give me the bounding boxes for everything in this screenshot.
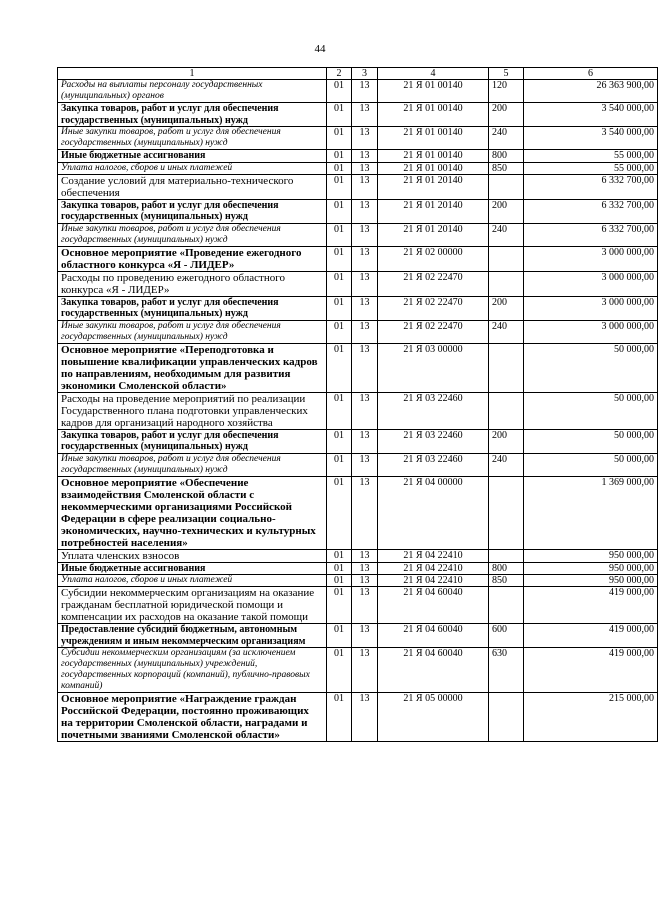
- row-target-article-cell: 21 Я 04 60040: [378, 587, 489, 624]
- table-row: [58, 453, 658, 476]
- row-target-article-cell: 21 Я 02 22470: [378, 296, 489, 320]
- row-expense-type-cell: [489, 246, 524, 271]
- budget-table: [57, 67, 658, 742]
- row-amount-cell: 50 000,00: [524, 392, 658, 429]
- row-target-article-cell: 21 Я 01 20140: [378, 199, 489, 223]
- row-name-cell: Расходы на выплаты персоналу государственных (муниципальных) органов: [58, 80, 327, 103]
- row-target-article-cell: 21 Я 02 22470: [378, 320, 489, 343]
- row-target-article-cell: 21 Я 01 00140: [378, 80, 489, 103]
- table-row: [58, 549, 658, 562]
- row-amount-cell: 6 332 700,00: [524, 223, 658, 246]
- row-amount-cell: 419 000,00: [524, 587, 658, 624]
- row-name-cell: Основное мероприятие «Обеспечение взаимодействия Смоленской области с некоммерческими организациями Российской Федерации в сфере реализации социально-экономических, научно-технических и культурных потребностей населения»: [58, 476, 327, 549]
- row-subsection-cell: 13: [352, 174, 378, 199]
- table-row: [58, 648, 658, 693]
- row-expense-type-cell: [489, 476, 524, 549]
- row-amount-cell: 950 000,00: [524, 575, 658, 587]
- row-subsection-cell: 13: [352, 453, 378, 476]
- row-name-cell: Закупка товаров, работ и услуг для обеспечения государственных (муниципальных) нужд: [58, 429, 327, 453]
- row-expense-type-cell: [489, 549, 524, 562]
- row-name-cell: Создание условий для материально-технического обеспечения: [58, 174, 327, 199]
- table-row: [58, 150, 658, 163]
- row-name-cell: Иные закупки товаров, работ и услуг для обеспечения государственных (муниципальных) нужд: [58, 127, 327, 150]
- row-section-cell: 01: [327, 162, 352, 174]
- row-expense-type-cell: 200: [489, 199, 524, 223]
- row-expense-type-cell: 200: [489, 103, 524, 127]
- row-target-article-cell: 21 Я 02 22470: [378, 271, 489, 296]
- row-section-cell: 01: [327, 174, 352, 199]
- row-name-cell: Предоставление субсидий бюджетным, автономным учреждениям и иным некоммерческим организациям: [58, 624, 327, 648]
- row-subsection-cell: 13: [352, 162, 378, 174]
- row-amount-cell: 419 000,00: [524, 624, 658, 648]
- row-name-cell: Закупка товаров, работ и услуг для обеспечения государственных (муниципальных) нужд: [58, 199, 327, 223]
- row-expense-type-cell: [489, 271, 524, 296]
- row-subsection-cell: 13: [352, 246, 378, 271]
- row-subsection-cell: 13: [352, 150, 378, 163]
- row-name-cell: Закупка товаров, работ и услуг для обеспечения государственных (муниципальных) нужд: [58, 103, 327, 127]
- row-amount-cell: 3 540 000,00: [524, 103, 658, 127]
- row-expense-type-cell: 850: [489, 162, 524, 174]
- row-amount-cell: 950 000,00: [524, 549, 658, 562]
- row-name-cell: Иные закупки товаров, работ и услуг для обеспечения государственных (муниципальных) нужд: [58, 453, 327, 476]
- row-target-article-cell: 21 Я 01 20140: [378, 223, 489, 246]
- row-expense-type-cell: 800: [489, 562, 524, 575]
- row-name-cell: Субсидии некоммерческим организациям (за исключением государственных (муниципальных) учреждений, государственных корпораций (компаний), публично-правовых компаний): [58, 648, 327, 693]
- row-subsection-cell: 13: [352, 648, 378, 693]
- row-expense-type-cell: [489, 693, 524, 742]
- header-col-6: 6: [524, 68, 658, 80]
- row-expense-type-cell: 600: [489, 624, 524, 648]
- row-expense-type-cell: [489, 392, 524, 429]
- header-col-3: 3: [352, 68, 378, 80]
- row-amount-cell: 6 332 700,00: [524, 199, 658, 223]
- row-name-cell: Основное мероприятие «Проведение ежегодного областного конкурса «Я - ЛИДЕР»: [58, 246, 327, 271]
- row-target-article-cell: 21 Я 03 22460: [378, 392, 489, 429]
- row-subsection-cell: 13: [352, 80, 378, 103]
- row-section-cell: 01: [327, 476, 352, 549]
- row-target-article-cell: 21 Я 01 00140: [378, 103, 489, 127]
- row-subsection-cell: 13: [352, 296, 378, 320]
- row-section-cell: 01: [327, 587, 352, 624]
- row-name-cell: Основное мероприятие «Награждение граждан Российской Федерации, постоянно проживающих на территории Смоленской области, наградами и почетными званиями Смоленской области»: [58, 693, 327, 742]
- row-expense-type-cell: 850: [489, 575, 524, 587]
- row-amount-cell: 50 000,00: [524, 343, 658, 392]
- row-amount-cell: 215 000,00: [524, 693, 658, 742]
- row-target-article-cell: 21 Я 04 22410: [378, 549, 489, 562]
- row-section-cell: 01: [327, 223, 352, 246]
- table-header-row: [58, 68, 658, 80]
- row-target-article-cell: 21 Я 04 22410: [378, 562, 489, 575]
- table-row: [58, 80, 658, 103]
- row-amount-cell: 50 000,00: [524, 453, 658, 476]
- table-row: [58, 296, 658, 320]
- row-expense-type-cell: 200: [489, 429, 524, 453]
- row-subsection-cell: 13: [352, 127, 378, 150]
- row-section-cell: 01: [327, 343, 352, 392]
- row-target-article-cell: 21 Я 02 00000: [378, 246, 489, 271]
- row-name-cell: Субсидии некоммерческим организациям на оказание гражданам бесплатной юридической помощи и компенсации их расходов на оказание такой помощи: [58, 587, 327, 624]
- table-row: [58, 562, 658, 575]
- row-target-article-cell: 21 Я 03 00000: [378, 343, 489, 392]
- row-subsection-cell: 13: [352, 199, 378, 223]
- row-amount-cell: 3 000 000,00: [524, 246, 658, 271]
- row-name-cell: Уплата членских взносов: [58, 549, 327, 562]
- row-amount-cell: 50 000,00: [524, 429, 658, 453]
- row-amount-cell: 3 000 000,00: [524, 296, 658, 320]
- row-name-cell: Расходы по проведению ежегодного областного конкурса «Я - ЛИДЕР»: [58, 271, 327, 296]
- row-target-article-cell: 21 Я 04 60040: [378, 624, 489, 648]
- table-row: [58, 246, 658, 271]
- row-target-article-cell: 21 Я 01 20140: [378, 174, 489, 199]
- row-target-article-cell: 21 Я 04 00000: [378, 476, 489, 549]
- table-row: [58, 103, 658, 127]
- table-row: [58, 476, 658, 549]
- row-amount-cell: 1 369 000,00: [524, 476, 658, 549]
- table-row: [58, 199, 658, 223]
- row-section-cell: 01: [327, 320, 352, 343]
- header-col-5: 5: [489, 68, 524, 80]
- table-row: [58, 174, 658, 199]
- row-subsection-cell: 13: [352, 392, 378, 429]
- row-section-cell: 01: [327, 392, 352, 429]
- row-subsection-cell: 13: [352, 562, 378, 575]
- row-section-cell: 01: [327, 246, 352, 271]
- row-expense-type-cell: [489, 587, 524, 624]
- row-amount-cell: 3 000 000,00: [524, 271, 658, 296]
- table-row: [58, 575, 658, 587]
- table-row: [58, 223, 658, 246]
- row-expense-type-cell: 200: [489, 296, 524, 320]
- row-target-article-cell: 21 Я 01 00140: [378, 127, 489, 150]
- row-amount-cell: 950 000,00: [524, 562, 658, 575]
- table-row: [58, 343, 658, 392]
- table-row: [58, 162, 658, 174]
- row-target-article-cell: 21 Я 04 60040: [378, 648, 489, 693]
- row-section-cell: 01: [327, 127, 352, 150]
- row-expense-type-cell: 630: [489, 648, 524, 693]
- row-name-cell: Иные бюджетные ассигнования: [58, 150, 327, 163]
- table-body: [58, 80, 658, 742]
- row-target-article-cell: 21 Я 05 00000: [378, 693, 489, 742]
- row-subsection-cell: 13: [352, 271, 378, 296]
- row-amount-cell: 3 540 000,00: [524, 127, 658, 150]
- row-subsection-cell: 13: [352, 549, 378, 562]
- row-expense-type-cell: 240: [489, 320, 524, 343]
- row-section-cell: 01: [327, 575, 352, 587]
- row-expense-type-cell: 240: [489, 223, 524, 246]
- row-name-cell: Основное мероприятие «Переподготовка и повышение квалификации управленческих кадров по направлениям, необходимым для развития экономики Смоленской области»: [58, 343, 327, 392]
- row-amount-cell: 419 000,00: [524, 648, 658, 693]
- table-row: [58, 587, 658, 624]
- row-expense-type-cell: 120: [489, 80, 524, 103]
- row-section-cell: 01: [327, 693, 352, 742]
- table-row: [58, 624, 658, 648]
- row-section-cell: 01: [327, 80, 352, 103]
- row-section-cell: 01: [327, 648, 352, 693]
- row-target-article-cell: 21 Я 03 22460: [378, 453, 489, 476]
- table-row: [58, 320, 658, 343]
- row-subsection-cell: 13: [352, 429, 378, 453]
- row-name-cell: Расходы на проведение мероприятий по реализации Государственного плана подготовки управленческих кадров для организаций народного хозяйства: [58, 392, 327, 429]
- row-name-cell: Иные закупки товаров, работ и услуг для обеспечения государственных (муниципальных) нужд: [58, 223, 327, 246]
- table-row: [58, 429, 658, 453]
- row-name-cell: Иные бюджетные ассигнования: [58, 562, 327, 575]
- row-subsection-cell: 13: [352, 103, 378, 127]
- table-row: [58, 693, 658, 742]
- row-section-cell: 01: [327, 103, 352, 127]
- row-name-cell: Закупка товаров, работ и услуг для обеспечения государственных (муниципальных) нужд: [58, 296, 327, 320]
- row-amount-cell: 26 363 900,00: [524, 80, 658, 103]
- row-expense-type-cell: 800: [489, 150, 524, 163]
- row-name-cell: Уплата налогов, сборов и иных платежей: [58, 575, 327, 587]
- row-name-cell: Уплата налогов, сборов и иных платежей: [58, 162, 327, 174]
- row-section-cell: 01: [327, 150, 352, 163]
- row-amount-cell: 55 000,00: [524, 162, 658, 174]
- page-number: 44: [314, 43, 326, 55]
- row-subsection-cell: 13: [352, 587, 378, 624]
- row-section-cell: 01: [327, 562, 352, 575]
- row-subsection-cell: 13: [352, 575, 378, 587]
- row-section-cell: 01: [327, 429, 352, 453]
- row-expense-type-cell: 240: [489, 127, 524, 150]
- row-expense-type-cell: 240: [489, 453, 524, 476]
- row-amount-cell: 3 000 000,00: [524, 320, 658, 343]
- row-name-cell: Иные закупки товаров, работ и услуг для обеспечения государственных (муниципальных) нужд: [58, 320, 327, 343]
- table-row: [58, 271, 658, 296]
- header-col-2: 2: [327, 68, 352, 80]
- table-row: [58, 127, 658, 150]
- row-section-cell: 01: [327, 624, 352, 648]
- row-section-cell: 01: [327, 549, 352, 562]
- row-subsection-cell: 13: [352, 693, 378, 742]
- row-target-article-cell: 21 Я 01 00140: [378, 150, 489, 163]
- row-amount-cell: 55 000,00: [524, 150, 658, 163]
- row-target-article-cell: 21 Я 04 22410: [378, 575, 489, 587]
- row-subsection-cell: 13: [352, 223, 378, 246]
- header-col-1: 1: [58, 68, 327, 80]
- header-col-4: 4: [378, 68, 489, 80]
- row-subsection-cell: 13: [352, 624, 378, 648]
- row-section-cell: 01: [327, 296, 352, 320]
- row-amount-cell: 6 332 700,00: [524, 174, 658, 199]
- row-target-article-cell: 21 Я 01 00140: [378, 162, 489, 174]
- table-row: [58, 392, 658, 429]
- row-section-cell: 01: [327, 453, 352, 476]
- row-target-article-cell: 21 Я 03 22460: [378, 429, 489, 453]
- row-subsection-cell: 13: [352, 476, 378, 549]
- row-expense-type-cell: [489, 343, 524, 392]
- row-subsection-cell: 13: [352, 320, 378, 343]
- row-expense-type-cell: [489, 174, 524, 199]
- row-section-cell: 01: [327, 199, 352, 223]
- row-section-cell: 01: [327, 271, 352, 296]
- row-subsection-cell: 13: [352, 343, 378, 392]
